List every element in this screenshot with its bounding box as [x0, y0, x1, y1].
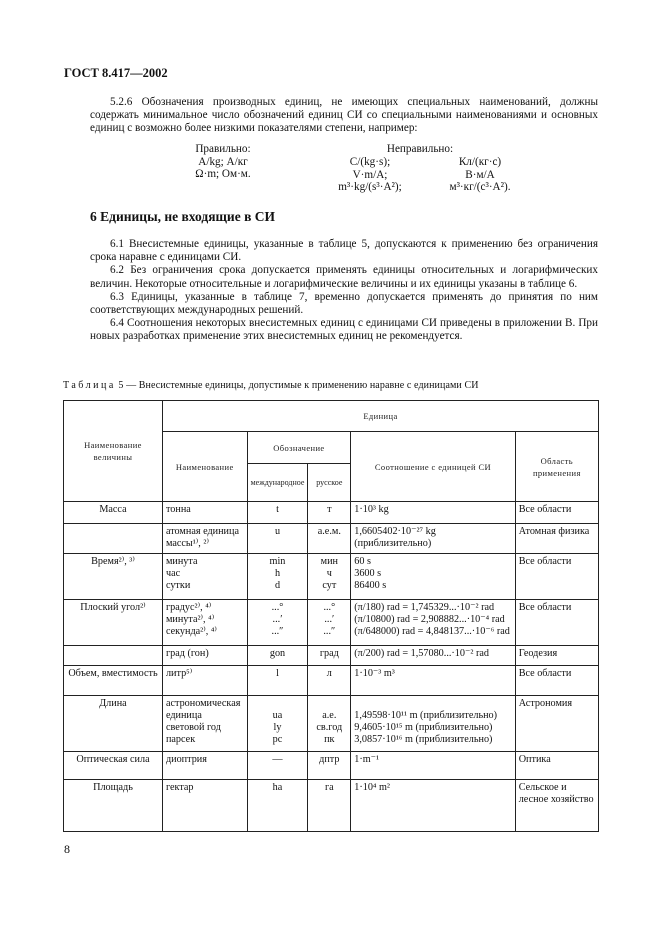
table-caption-text: 5 — Внесистемные единицы, допустимые к применению наравне с единицами СИ [115, 380, 479, 391]
col-intl: международное [247, 464, 308, 502]
cell-area: Все области [515, 600, 598, 646]
cell-relation: (π/200) rad = 1,57080...·10⁻² rad [351, 646, 515, 666]
paragraph-6-3: 6.3 Единицы, указанные в таблице 7, временно допускается применять до принятия по ним соответствующих международных решений. [90, 290, 598, 317]
cell-rus: а.е. св.год пк [308, 696, 351, 752]
col-unit: Единица [162, 401, 598, 432]
document-header: ГОСТ 8.417—2002 [64, 66, 168, 80]
cell-quantity: Объем, вместимость [64, 666, 163, 696]
cell-area: Астрономия [515, 696, 598, 752]
table-row [64, 696, 599, 752]
correct-example: А/kg; А/кг [198, 155, 248, 168]
paragraph-5-2-6-text: 5.2.6 Обозначения производных единиц, не имеющих специальных наименований, должны содержать минимальное число обозначений единиц СИ со специальными наименованиями и основных единиц с возможно более низкими показателями степени, например: [90, 96, 598, 135]
table-row [64, 554, 599, 600]
table-row [64, 524, 599, 554]
cell-intl: min h d [247, 554, 308, 600]
table-row [64, 752, 599, 780]
table-caption-lead: Таблица [63, 380, 116, 391]
correct-label: Правильно: [195, 143, 251, 155]
cell-relation: 1·10⁴ m² [351, 780, 515, 832]
wrong-example: В·м/А [465, 168, 495, 181]
cell-intl: ...° ...′ ...″ [247, 600, 308, 646]
cell-relation: 1·10⁻³ m³ [351, 666, 515, 696]
cell-relation: 1·m⁻¹ [351, 752, 515, 780]
cell-quantity: Плоский угол²⁾ [64, 600, 163, 646]
examples-wrong-left [320, 156, 420, 194]
cell-name: астрономическая единица световой год парсек [162, 696, 247, 752]
cell-intl: t [247, 502, 308, 524]
table-caption [63, 380, 479, 391]
cell-relation: 1,6605402·10⁻²⁷ kg (приблизительно) [351, 524, 515, 554]
paragraph-5-2-6 [90, 96, 598, 136]
cell-relation: 60 s 3600 s 86400 s [351, 554, 515, 600]
cell-name: тонна [162, 502, 247, 524]
wrong-example: С/(kg·s); [349, 156, 391, 168]
col-name: Наименование [162, 432, 247, 502]
cell-rus: л [308, 666, 351, 696]
cell-area: Все области [515, 554, 598, 600]
cell-quantity [64, 646, 163, 666]
wrong-example: m³·kg/(s³·A²); [338, 181, 402, 194]
examples-wrong-label [320, 143, 520, 156]
cell-relation: (π/180) rad = 1,745329...·10⁻² rad (π/10800) rad = 2,908882...·10⁻⁴ rad (π/648000) rad = 4,848137...·10⁻⁶ rad [351, 600, 515, 646]
cell-area: Все области [515, 666, 598, 696]
col-designation: Обозначение [247, 432, 351, 464]
cell-quantity: Площадь [64, 780, 163, 832]
correct-example: Ω·m; Ом·м. [195, 168, 251, 181]
cell-quantity [64, 524, 163, 554]
col-relation: Соотношение с единицей СИ [351, 432, 515, 502]
paragraph-6-4: 6.4 Соотношения некоторых внесистемных единиц с единицами СИ приведены в приложении В. При новых разработках применение этих внесистемных единиц не рекомендуется. [90, 317, 598, 343]
examples-correct [168, 143, 278, 181]
units-table [63, 400, 599, 832]
cell-intl: ha [247, 780, 308, 832]
cell-rus: т [308, 502, 351, 524]
col-rus: русское [308, 464, 351, 502]
cell-intl: ua ly pc [247, 696, 308, 752]
page-number: 8 [64, 842, 70, 856]
wrong-example: м³·кг/(с³·А²). [449, 181, 511, 194]
examples-wrong-right [425, 156, 535, 194]
cell-name: литр⁵⁾ [162, 666, 247, 696]
cell-area: Оптика [515, 752, 598, 780]
cell-quantity: Оптическая сила [64, 752, 163, 780]
table-row [64, 600, 599, 646]
cell-rus: дптр [308, 752, 351, 780]
cell-quantity: Время²⁾, ³⁾ [64, 554, 163, 600]
cell-rus: град [308, 646, 351, 666]
cell-intl: — [247, 752, 308, 780]
wrong-example: V·m/A; [352, 168, 388, 181]
table-row [64, 780, 599, 832]
table-row [64, 666, 599, 696]
cell-name: гектар [162, 780, 247, 832]
cell-rus: га [308, 780, 351, 832]
cell-area: Все области [515, 502, 598, 524]
cell-quantity: Длина [64, 696, 163, 752]
table-row [64, 502, 599, 524]
cell-name: град (гон) [162, 646, 247, 666]
table-row [64, 646, 599, 666]
cell-name: минута час сутки [162, 554, 247, 600]
cell-rus: ...° ...′ ...″ [308, 600, 351, 646]
paragraph-6-2: 6.2 Без ограничения срока допускается применять единицы относительных и логарифмических величин. Некоторые относительные и логарифмические величины и их единицы указаны в таблице 6. [90, 264, 598, 290]
cell-relation: 1,49598·10¹¹ m (приблизительно) 9,4605·10¹⁵ m (приблизительно) 3,0857·10¹⁶ m (приблизительно) [351, 696, 515, 752]
cell-rus: мин ч сут [308, 554, 351, 600]
wrong-label: Неправильно: [386, 143, 454, 155]
cell-quantity: Масса [64, 502, 163, 524]
wrong-example: Кл/(кг·с) [458, 156, 502, 168]
cell-area: Геодезия [515, 646, 598, 666]
cell-name: атомная единица массы¹⁾, ²⁾ [162, 524, 247, 554]
cell-intl: u [247, 524, 308, 554]
cell-area: Сельское и лесное хозяйство [515, 780, 598, 832]
cell-intl: l [247, 666, 308, 696]
cell-intl: gon [247, 646, 308, 666]
col-area: Область применения [515, 432, 598, 502]
cell-rus: а.е.м. [308, 524, 351, 554]
cell-name: градус²⁾, ⁴⁾ минута²⁾, ⁴⁾ секунда²⁾, ⁴⁾ [162, 600, 247, 646]
cell-area: Атомная физика [515, 524, 598, 554]
section-6-paragraphs [90, 238, 598, 344]
paragraph-6-1: 6.1 Внесистемные единицы, указанные в таблице 5, допускаются к применению без ограничения срока наравне с единицами СИ. [90, 238, 598, 264]
col-quantity: Наименование величины [64, 401, 163, 502]
section-title: 6 Единицы, не входящие в СИ [90, 209, 275, 224]
cell-name: диоптрия [162, 752, 247, 780]
cell-relation: 1·10³ kg [351, 502, 515, 524]
